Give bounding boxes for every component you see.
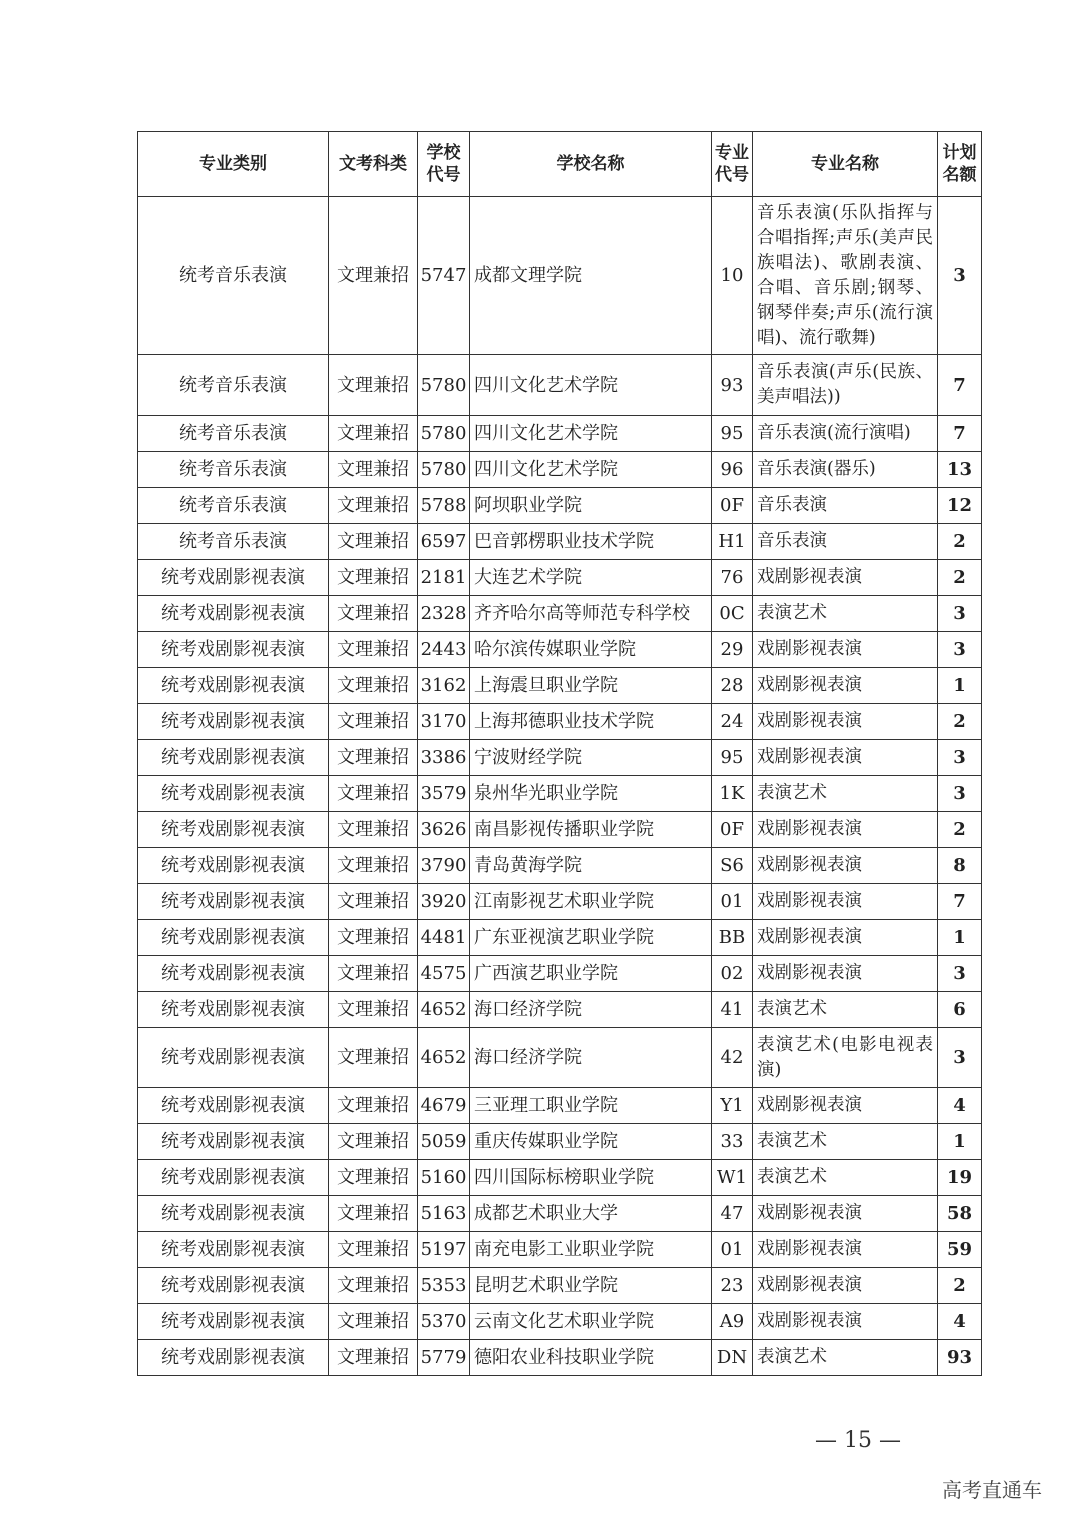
cell-major-code: 76	[712, 560, 753, 596]
cell-major-code: 24	[712, 704, 753, 740]
cell-major-category: 统考音乐表演	[138, 197, 329, 355]
table-row	[138, 956, 982, 992]
cell-plan-quota: 2	[938, 812, 982, 848]
cell-major-code: Y1	[712, 1088, 753, 1124]
cell-major-category: 统考戏剧影视表演	[138, 1088, 329, 1124]
cell-school-code: 3386	[418, 740, 470, 776]
cell-plan-quota: 7	[938, 884, 982, 920]
table-row	[138, 740, 982, 776]
cell-major-category: 统考戏剧影视表演	[138, 560, 329, 596]
table-row	[138, 1304, 982, 1340]
cell-plan-quota: 8	[938, 848, 982, 884]
cell-plan-quota: 3	[938, 632, 982, 668]
cell-subject-type: 文理兼招	[329, 776, 418, 812]
header-subject-type: 文考科类	[329, 132, 418, 197]
cell-school-code: 5197	[418, 1232, 470, 1268]
cell-major-name: 音乐表演(器乐)	[753, 452, 938, 488]
table-row	[138, 197, 982, 355]
cell-major-name: 戏剧影视表演	[753, 1232, 938, 1268]
cell-major-category: 统考音乐表演	[138, 416, 329, 452]
cell-major-code: 47	[712, 1196, 753, 1232]
cell-plan-quota: 2	[938, 704, 982, 740]
cell-subject-type: 文理兼招	[329, 1028, 418, 1088]
cell-school-code: 3162	[418, 668, 470, 704]
cell-school-code: 4652	[418, 992, 470, 1028]
cell-school-name: 海口经济学院	[470, 1028, 712, 1088]
cell-school-code: 3626	[418, 812, 470, 848]
cell-major-code: 93	[712, 355, 753, 416]
cell-plan-quota: 7	[938, 355, 982, 416]
cell-major-code: 95	[712, 740, 753, 776]
cell-plan-quota: 2	[938, 1268, 982, 1304]
cell-school-name: 宁波财经学院	[470, 740, 712, 776]
cell-major-code: 01	[712, 884, 753, 920]
cell-school-name: 南充电影工业职业学院	[470, 1232, 712, 1268]
table-row	[138, 632, 982, 668]
cell-major-code: 0F	[712, 812, 753, 848]
cell-major-name: 戏剧影视表演	[753, 1304, 938, 1340]
cell-plan-quota: 3	[938, 776, 982, 812]
table-row	[138, 524, 982, 560]
cell-major-name: 表演艺术	[753, 1124, 938, 1160]
cell-subject-type: 文理兼招	[329, 488, 418, 524]
cell-major-name: 表演艺术	[753, 992, 938, 1028]
cell-subject-type: 文理兼招	[329, 1124, 418, 1160]
cell-major-category: 统考音乐表演	[138, 524, 329, 560]
table-row	[138, 452, 982, 488]
cell-major-category: 统考戏剧影视表演	[138, 1196, 329, 1232]
cell-school-name: 广西演艺职业学院	[470, 956, 712, 992]
cell-subject-type: 文理兼招	[329, 560, 418, 596]
cell-major-name: 戏剧影视表演	[753, 848, 938, 884]
page-number: — 15 —	[815, 1428, 901, 1453]
cell-school-name: 哈尔滨传媒职业学院	[470, 632, 712, 668]
header-major-code: 专业代号	[712, 132, 753, 197]
cell-plan-quota: 2	[938, 524, 982, 560]
cell-major-category: 统考戏剧影视表演	[138, 704, 329, 740]
cell-major-name: 音乐表演(流行演唱)	[753, 416, 938, 452]
header-school-name: 学校名称	[470, 132, 712, 197]
cell-major-name: 音乐表演	[753, 524, 938, 560]
cell-school-name: 大连艺术学院	[470, 560, 712, 596]
cell-major-code: 1K	[712, 776, 753, 812]
cell-school-code: 6597	[418, 524, 470, 560]
cell-major-name: 音乐表演	[753, 488, 938, 524]
table-row	[138, 1340, 982, 1376]
cell-major-name: 音乐表演(乐队指挥与合唱指挥;声乐(美声民族唱法)、歌剧表演、合唱、音乐剧;钢琴、钢琴伴奏;声乐(流行演唱)、流行歌舞)	[753, 197, 938, 355]
cell-school-code: 4679	[418, 1088, 470, 1124]
cell-major-name: 戏剧影视表演	[753, 1196, 938, 1232]
cell-school-name: 四川文化艺术学院	[470, 355, 712, 416]
cell-subject-type: 文理兼招	[329, 884, 418, 920]
cell-school-name: 泉州华光职业学院	[470, 776, 712, 812]
cell-plan-quota: 3	[938, 956, 982, 992]
header-major-name: 专业名称	[753, 132, 938, 197]
cell-major-category: 统考戏剧影视表演	[138, 920, 329, 956]
cell-plan-quota: 6	[938, 992, 982, 1028]
cell-major-name: 戏剧影视表演	[753, 812, 938, 848]
cell-plan-quota: 7	[938, 416, 982, 452]
cell-school-name: 重庆传媒职业学院	[470, 1124, 712, 1160]
cell-school-name: 巴音郭楞职业技术学院	[470, 524, 712, 560]
cell-major-name: 戏剧影视表演	[753, 1268, 938, 1304]
table-row	[138, 1160, 982, 1196]
cell-school-name: 江南影视艺术职业学院	[470, 884, 712, 920]
cell-school-code: 5780	[418, 355, 470, 416]
cell-school-name: 四川国际标榜职业学院	[470, 1160, 712, 1196]
table-row	[138, 776, 982, 812]
cell-school-name: 南昌影视传播职业学院	[470, 812, 712, 848]
cell-plan-quota: 12	[938, 488, 982, 524]
cell-major-name: 戏剧影视表演	[753, 1088, 938, 1124]
cell-subject-type: 文理兼招	[329, 1340, 418, 1376]
cell-major-category: 统考戏剧影视表演	[138, 812, 329, 848]
cell-major-category: 统考音乐表演	[138, 355, 329, 416]
cell-plan-quota: 59	[938, 1232, 982, 1268]
cell-major-name: 戏剧影视表演	[753, 740, 938, 776]
watermark: 高考直通车	[942, 1478, 1042, 1502]
cell-school-code: 5059	[418, 1124, 470, 1160]
cell-major-name: 戏剧影视表演	[753, 956, 938, 992]
cell-school-code: 4652	[418, 1028, 470, 1088]
header-plan-quota: 计划名额	[938, 132, 982, 197]
cell-school-code: 2181	[418, 560, 470, 596]
cell-subject-type: 文理兼招	[329, 848, 418, 884]
cell-major-name: 表演艺术	[753, 776, 938, 812]
cell-school-name: 阿坝职业学院	[470, 488, 712, 524]
cell-plan-quota: 3	[938, 197, 982, 355]
cell-major-category: 统考戏剧影视表演	[138, 668, 329, 704]
table-row	[138, 1232, 982, 1268]
cell-major-code: 10	[712, 197, 753, 355]
cell-subject-type: 文理兼招	[329, 452, 418, 488]
cell-major-code: 42	[712, 1028, 753, 1088]
table-row	[138, 416, 982, 452]
cell-major-name: 戏剧影视表演	[753, 560, 938, 596]
cell-major-category: 统考戏剧影视表演	[138, 1232, 329, 1268]
cell-plan-quota: 93	[938, 1340, 982, 1376]
cell-major-category: 统考戏剧影视表演	[138, 596, 329, 632]
cell-major-name: 戏剧影视表演	[753, 668, 938, 704]
cell-plan-quota: 4	[938, 1304, 982, 1340]
cell-major-code: 0F	[712, 488, 753, 524]
cell-plan-quota: 58	[938, 1196, 982, 1232]
cell-school-name: 四川文化艺术学院	[470, 452, 712, 488]
cell-major-code: A9	[712, 1304, 753, 1340]
cell-school-name: 三亚理工职业学院	[470, 1088, 712, 1124]
table-row	[138, 560, 982, 596]
cell-subject-type: 文理兼招	[329, 1304, 418, 1340]
cell-major-code: 01	[712, 1232, 753, 1268]
cell-major-category: 统考戏剧影视表演	[138, 632, 329, 668]
cell-major-code: 23	[712, 1268, 753, 1304]
cell-plan-quota: 4	[938, 1088, 982, 1124]
cell-major-name: 戏剧影视表演	[753, 884, 938, 920]
cell-school-code: 5370	[418, 1304, 470, 1340]
cell-plan-quota: 3	[938, 740, 982, 776]
cell-major-category: 统考戏剧影视表演	[138, 1160, 329, 1196]
cell-plan-quota: 2	[938, 560, 982, 596]
cell-school-code: 5353	[418, 1268, 470, 1304]
cell-plan-quota: 3	[938, 1028, 982, 1088]
cell-major-code: BB	[712, 920, 753, 956]
cell-school-code: 4575	[418, 956, 470, 992]
cell-subject-type: 文理兼招	[329, 920, 418, 956]
cell-major-code: 33	[712, 1124, 753, 1160]
cell-subject-type: 文理兼招	[329, 1196, 418, 1232]
cell-school-code: 5780	[418, 416, 470, 452]
cell-subject-type: 文理兼招	[329, 1088, 418, 1124]
cell-major-code: H1	[712, 524, 753, 560]
admission-plan-table	[137, 131, 982, 1376]
header-school-code: 学校代号	[418, 132, 470, 197]
cell-school-name: 广东亚视演艺职业学院	[470, 920, 712, 956]
cell-subject-type: 文理兼招	[329, 1268, 418, 1304]
cell-major-category: 统考戏剧影视表演	[138, 848, 329, 884]
cell-school-code: 2328	[418, 596, 470, 632]
cell-subject-type: 文理兼招	[329, 992, 418, 1028]
cell-major-name: 表演艺术	[753, 1340, 938, 1376]
cell-school-code: 3170	[418, 704, 470, 740]
cell-school-code: 5780	[418, 452, 470, 488]
cell-major-category: 统考戏剧影视表演	[138, 1028, 329, 1088]
table-row	[138, 488, 982, 524]
cell-major-code: 0C	[712, 596, 753, 632]
cell-subject-type: 文理兼招	[329, 197, 418, 355]
table-row	[138, 668, 982, 704]
cell-subject-type: 文理兼招	[329, 812, 418, 848]
table-row	[138, 1124, 982, 1160]
table-row	[138, 355, 982, 416]
cell-major-category: 统考戏剧影视表演	[138, 776, 329, 812]
cell-major-code: 96	[712, 452, 753, 488]
cell-subject-type: 文理兼招	[329, 704, 418, 740]
cell-major-category: 统考戏剧影视表演	[138, 1304, 329, 1340]
cell-plan-quota: 1	[938, 668, 982, 704]
cell-major-code: DN	[712, 1340, 753, 1376]
cell-major-category: 统考戏剧影视表演	[138, 1340, 329, 1376]
cell-school-code: 5788	[418, 488, 470, 524]
table-row	[138, 1028, 982, 1088]
table-row	[138, 884, 982, 920]
cell-major-name: 戏剧影视表演	[753, 632, 938, 668]
table-row	[138, 920, 982, 956]
cell-major-category: 统考戏剧影视表演	[138, 884, 329, 920]
cell-major-category: 统考戏剧影视表演	[138, 956, 329, 992]
cell-school-name: 海口经济学院	[470, 992, 712, 1028]
cell-subject-type: 文理兼招	[329, 956, 418, 992]
cell-major-code: W1	[712, 1160, 753, 1196]
cell-plan-quota: 19	[938, 1160, 982, 1196]
cell-plan-quota: 1	[938, 1124, 982, 1160]
cell-subject-type: 文理兼招	[329, 1160, 418, 1196]
cell-school-name: 德阳农业科技职业学院	[470, 1340, 712, 1376]
cell-major-name: 表演艺术	[753, 596, 938, 632]
cell-school-name: 四川文化艺术学院	[470, 416, 712, 452]
cell-school-name: 成都文理学院	[470, 197, 712, 355]
table-row	[138, 848, 982, 884]
table-row	[138, 1088, 982, 1124]
table-row	[138, 992, 982, 1028]
cell-subject-type: 文理兼招	[329, 632, 418, 668]
table-row	[138, 812, 982, 848]
cell-school-code: 5747	[418, 197, 470, 355]
cell-plan-quota: 3	[938, 596, 982, 632]
cell-school-code: 5163	[418, 1196, 470, 1232]
cell-school-code: 5779	[418, 1340, 470, 1376]
cell-major-name: 戏剧影视表演	[753, 920, 938, 956]
table-row	[138, 1196, 982, 1232]
cell-plan-quota: 13	[938, 452, 982, 488]
cell-school-name: 昆明艺术职业学院	[470, 1268, 712, 1304]
cell-subject-type: 文理兼招	[329, 416, 418, 452]
header-major-category: 专业类别	[138, 132, 329, 197]
table-row	[138, 596, 982, 632]
cell-major-name: 表演艺术(电影电视表演)	[753, 1028, 938, 1088]
cell-major-category: 统考音乐表演	[138, 452, 329, 488]
cell-major-category: 统考戏剧影视表演	[138, 1268, 329, 1304]
cell-major-code: 02	[712, 956, 753, 992]
cell-major-code: 28	[712, 668, 753, 704]
cell-subject-type: 文理兼招	[329, 668, 418, 704]
cell-major-name: 戏剧影视表演	[753, 704, 938, 740]
cell-major-code: 95	[712, 416, 753, 452]
cell-major-name: 表演艺术	[753, 1160, 938, 1196]
cell-subject-type: 文理兼招	[329, 740, 418, 776]
cell-subject-type: 文理兼招	[329, 1232, 418, 1268]
cell-subject-type: 文理兼招	[329, 355, 418, 416]
cell-school-name: 齐齐哈尔高等师范专科学校	[470, 596, 712, 632]
cell-major-category: 统考戏剧影视表演	[138, 740, 329, 776]
table-header-row	[138, 132, 982, 197]
cell-school-code: 5160	[418, 1160, 470, 1196]
cell-school-name: 上海邦德职业技术学院	[470, 704, 712, 740]
cell-major-category: 统考戏剧影视表演	[138, 992, 329, 1028]
cell-school-name: 成都艺术职业大学	[470, 1196, 712, 1232]
cell-school-name: 上海震旦职业学院	[470, 668, 712, 704]
cell-school-code: 3920	[418, 884, 470, 920]
cell-school-code: 3790	[418, 848, 470, 884]
cell-plan-quota: 1	[938, 920, 982, 956]
cell-major-category: 统考戏剧影视表演	[138, 1124, 329, 1160]
cell-school-name: 青岛黄海学院	[470, 848, 712, 884]
cell-school-name: 云南文化艺术职业学院	[470, 1304, 712, 1340]
cell-school-code: 3579	[418, 776, 470, 812]
cell-major-code: 41	[712, 992, 753, 1028]
cell-major-category: 统考音乐表演	[138, 488, 329, 524]
cell-subject-type: 文理兼招	[329, 524, 418, 560]
cell-school-code: 2443	[418, 632, 470, 668]
cell-subject-type: 文理兼招	[329, 596, 418, 632]
cell-major-code: 29	[712, 632, 753, 668]
cell-school-code: 4481	[418, 920, 470, 956]
cell-major-code: S6	[712, 848, 753, 884]
cell-major-name: 音乐表演(声乐(民族、美声唱法))	[753, 355, 938, 416]
table-row	[138, 704, 982, 740]
table-row	[138, 1268, 982, 1304]
